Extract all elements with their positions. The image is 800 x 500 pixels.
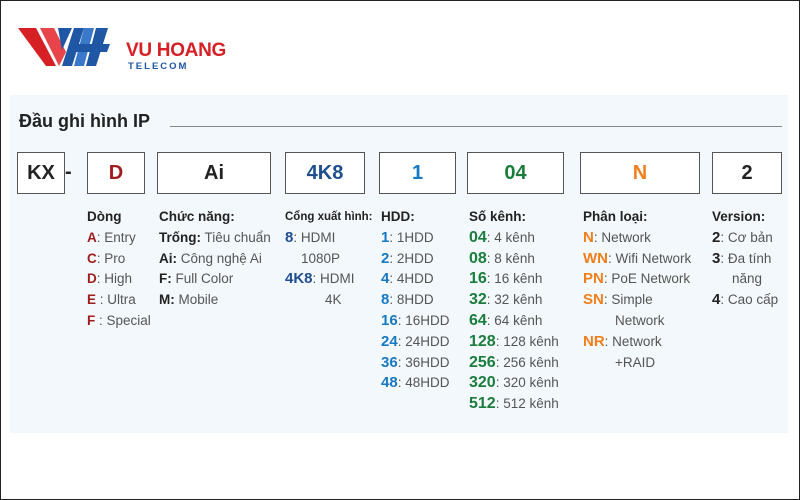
list-item: 128: 128 kênh (469, 332, 559, 350)
title-rule (170, 126, 782, 127)
so-kenh-column (469, 207, 559, 415)
list-item: N: Network (583, 228, 651, 246)
hdd-header: HDD: (381, 209, 415, 224)
list-item: 48: 48HDD (381, 374, 450, 392)
list-item-cont: +RAID (615, 354, 656, 370)
list-item: 2: Cơ bản (712, 228, 773, 246)
brand-subtitle: TELECOM (128, 61, 189, 72)
list-item: E : Ultra (87, 292, 136, 308)
code-box-phan-loai: N (580, 152, 700, 194)
list-item: WN: Wifi Network (583, 249, 692, 267)
list-item: D: High (87, 271, 133, 287)
list-item: 512: 512 kênh (469, 395, 559, 413)
list-item: 320: 320 kênh (469, 374, 559, 392)
list-item: 32: 32 kênh (469, 291, 543, 309)
list-item: 4: 4HDD (381, 270, 434, 288)
brand-name: VU HOANG (126, 40, 226, 61)
list-item: PN: PoE Network (583, 270, 691, 288)
list-item: 24: 24HDD (381, 332, 450, 350)
list-item: 256: 256 kênh (469, 353, 559, 371)
list-item: 4K8: HDMI (285, 270, 355, 288)
list-item: 36: 36HDD (381, 353, 450, 371)
list-item: 16: 16HDD (381, 311, 450, 329)
list-item: 8: 8HDD (381, 291, 434, 309)
code-box-so-kenh: 04 (467, 152, 564, 194)
code-box-kx: KX (17, 152, 65, 194)
list-item: 08: 8 kênh (469, 249, 535, 267)
list-item: C: Pro (87, 250, 126, 266)
list-item: Trống: Tiêu chuẩn (159, 229, 271, 245)
cong-xuat-header: Cổng xuất hình: (285, 211, 373, 223)
list-item: Ai: Công nghệ Ai (159, 250, 262, 266)
dong-header: Dòng (87, 209, 122, 224)
list-item: 04: 4 kênh (469, 228, 535, 246)
list-item: 16: 16 kênh (469, 270, 543, 288)
code-dash: - (65, 161, 72, 183)
list-item: SN: Simple (583, 291, 653, 309)
chuc-nang-column (159, 207, 271, 311)
code-box-cong-xuat: 4K8 (285, 152, 365, 194)
logo-mark-icon (18, 22, 118, 74)
list-item: F : Special (87, 312, 151, 328)
so-kenh-header: Số kênh: (469, 209, 527, 224)
list-item: F: Full Color (159, 271, 234, 287)
list-item: 64: 64 kênh (469, 311, 543, 329)
list-item: M: Mobile (159, 292, 219, 308)
dong-column (87, 207, 151, 332)
list-item: NR: Network (583, 332, 662, 350)
code-box-hdd: 1 (379, 152, 456, 194)
list-item: 2: 2HDD (381, 249, 434, 267)
list-item-cont: 1080P (301, 250, 341, 266)
list-item-cont: 4K (325, 292, 342, 308)
code-box-version: 2 (712, 152, 782, 194)
list-item: 4: Cao cấp (712, 291, 779, 309)
code-box-chuc-nang: Ai (157, 152, 271, 194)
phan-loai-column (583, 207, 691, 373)
version-column (712, 207, 778, 311)
list-item: 3: Đa tính (712, 249, 772, 267)
hdd-column (381, 207, 449, 394)
version-header: Version: (712, 209, 766, 224)
list-item: 8: HDMI (285, 228, 336, 246)
list-item-cont: năng (732, 271, 763, 287)
page-title: Đầu ghi hình IP (19, 111, 150, 131)
list-item: 1: 1HDD (381, 228, 434, 246)
vuhoang-logo (18, 22, 226, 74)
code-box-dong: D (87, 152, 145, 194)
phan-loai-header: Phân loại: (583, 209, 648, 224)
chuc-nang-header: Chức năng: (159, 209, 235, 224)
list-item: A: Entry (87, 229, 136, 245)
list-item-cont: Network (615, 312, 665, 328)
cong-xuat-column (285, 207, 373, 311)
